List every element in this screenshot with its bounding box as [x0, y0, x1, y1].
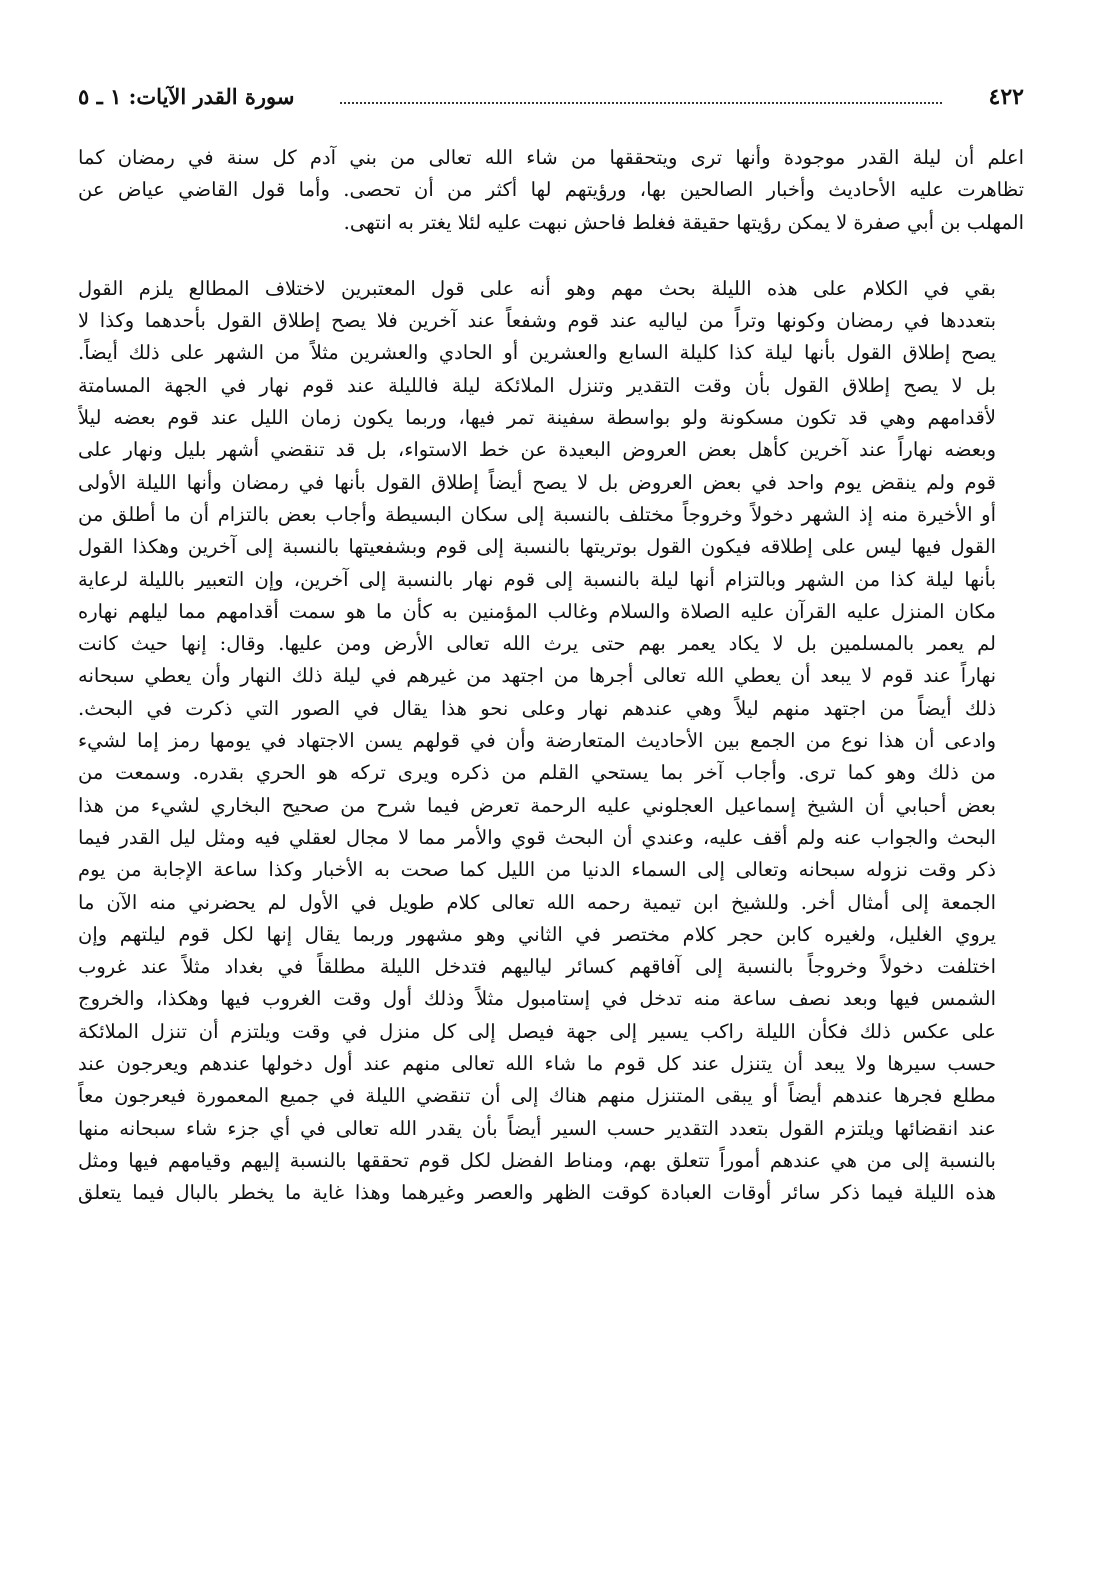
text-line: بقي في الكلام على هذه الليلة بحث مهم وهو أنه على قول المعتبرين لاختلاف المطالع يلزم القول	[78, 276, 996, 300]
text-line: اختلفت دخولاً وخروجاً بالنسبة إلى آفاقهم كسائر لياليهم فتدخل الليلة مطلقاً في بغداد مثلاً عند غروب	[78, 955, 996, 979]
text-line: على عكس ذلك فكأن الليلة راكب يسير إلى جهة فيصل إلى كل منزل في وقت ويلتزم أن تنزل الملائكة	[78, 1019, 996, 1043]
running-title: سورة القدر الآيات: ١ ـ ٥	[78, 84, 295, 109]
text-line: لم يعمر بالمسلمين بل لا يكاد يعمر بهم حتى يرث الله تعالى الأرض ومن عليها. وقال: إنها حيث كانت	[78, 632, 996, 656]
text-line: هذه الليلة فيما ذكر سائر أوقات العبادة كوقت الظهر والعصر وغيرهما وهذا غاية ما يخطر بالبال فيما يتعلق	[78, 1181, 996, 1205]
text-line: ذلك أيضاً من اجتهد منهم ليلاً وهي عندهم نهار وعلى نحو هذا يقال في الصور التي ذكرت في البحث.	[78, 696, 996, 720]
paragraph-1	[78, 142, 1024, 239]
text-line: حسب سيرها ولا يبعد أن يتنزل عند كل قوم ما شاء الله تعالى منهم عند أول دخولها عندهم ويعرجون عند	[78, 1052, 996, 1076]
text-line: أو الأخيرة منه إذ الشهر دخولاً وخروجاً مختلف بالنسبة إلى سكان البسيطة وأجاب بعض بالتزام أن ما أطلق من	[78, 502, 996, 526]
page-header	[78, 80, 1024, 120]
text-line: عند انقضائها ويلتزم القول بتعدد التقدير حسب السير أيضاً بأن يقدر الله تعالى في أي جزء شاء سبحانه منها	[78, 1116, 996, 1140]
text-line: بتعددها في رمضان وكونها وتراً من لياليه عند قوم وشفعاً عند آخرين فلا يصح إطلاق القول بأحدهما وكذا لا	[78, 309, 996, 333]
text-line: الجمعة إلى أمثال أخر. وللشيخ ابن تيمية رحمه الله تعالى كلام طويل في الأول لم يحضرني منه الآن ما	[78, 890, 996, 914]
text-line: بالنسبة إلى من هي عندهم أموراً تتعلق بهم، ومناط الفضل لكل قوم تحققها بالنسبة إليهم وقيامهم فيها ومثل	[78, 1148, 996, 1172]
text-line: نهاراً عند قوم لا يبعد أن يعطي الله تعالى أجرها من اجتهد من غيرهم في ليلة ذلك النهار وأن يعطي سبحانه	[78, 664, 996, 688]
text-line: بأنها ليلة كذا من الشهر وبالتزام أنها ليلة بالنسبة إلى قوم نهار بالنسبة إلى آخرين، وإن التعبير بالليلة لرعاية	[78, 567, 996, 591]
text-line: مكان المنزل عليه القرآن عليه الصلاة والسلام وغالب المؤمنين به كأن ما هو سمت أقدامهم مما ليلهم نهاره	[78, 599, 996, 623]
text-line: من ذلك وهو كما ترى. وأجاب آخر بما يستحي القلم من ذكره ويرى تركه هو الحري بقدره. وسمعت من	[78, 761, 996, 785]
document-page	[78, 80, 1024, 1210]
page-number: ٤٢٢	[988, 84, 1024, 110]
text-line: تظاهرت عليه الأحاديث وأخبار الصالحين بها، ورؤيتهم لها أكثر من أن تحصى. وأما قول القاضي عياض عن	[78, 178, 1024, 202]
text-line: يروي الغليل، ولغيره كابن حجر كلام مختصر في الثاني وهو مشهور وربما يقال إنها لكل قوم ليلتهم وإن	[78, 922, 996, 946]
text-line: لأقدامهم وهي قد تكون مسكونة ولو بواسطة سفينة تمر فيها، وربما يكون زمان الليل عند قوم بعضه ليلاً	[78, 406, 996, 430]
text-line: المهلب بن أبي صفرة لا يمكن رؤيتها حقيقة فغلط فاحش نبهت عليه لئلا يغتر به انتهى.	[343, 210, 1024, 234]
text-line: الشمس فيها وبعد نصف ساعة منه تدخل في إستامبول مثلاً وذلك أول وقت الغروب فيها وهكذا، والخروج	[78, 987, 996, 1011]
text-line: قوم ولم ينقض يوم واحد في بعض العروض بل لا يصح أيضاً إطلاق القول بأنها في رمضان وأنها الليلة الأولى	[78, 470, 996, 494]
leader-dots	[340, 102, 942, 104]
text-line: وبعضه نهاراً عند آخرين كأهل بعض العروض البعيدة عن خط الاستواء، بل قد تنقضي أشهر بليل ونهار على	[78, 438, 996, 462]
text-line: القول فيها ليس على إطلاقه فيكون القول بوتريتها بالنسبة إلى قوم وبشفعيتها بالنسبة إلى آخرين وهكذا القول	[78, 535, 996, 559]
text-line: مطلع فجرها عندهم أيضاً أو يبقى المتنزل منهم هناك إلى أن تنقضي الليلة في جميع المعمورة فيعرجون معاً	[78, 1084, 996, 1108]
text-line: بعض أحبابي أن الشيخ إسماعيل العجلوني عليه الرحمة تعرض فيما شرح من صحيح البخاري لشيء من هذا	[78, 793, 996, 817]
text-line: يصح إطلاق القول بأنها ليلة كذا كليلة السابع والعشرين أو الحادي والعشرين مثلاً من الشهر على ذلك أيضاً.	[78, 341, 996, 365]
paragraph-2	[78, 273, 1024, 1210]
text-line: وادعى أن هذا نوع من الجمع بين الأحاديث المتعارضة وأن في قولهم يسن الاجتهاد في يومها رمز إما لشيء	[78, 729, 996, 753]
text-line: بل لا يصح إطلاق القول بأن وقت التقدير وتنزل الملائكة ليلة فالليلة عند قوم نهار في الجهة المسامتة	[78, 373, 996, 397]
text-line: اعلم أن ليلة القدر موجودة وأنها ترى ويتحققها من شاء الله تعالى من بني آدم كل سنة في رمضان كما	[78, 146, 1024, 169]
text-line: البحث والجواب عنه ولم أقف عليه، وعندي أن البحث قوي والأمر مما لا مجال لعقلي فيه ومثل ليل القدر فيما	[78, 825, 996, 849]
text-line: ذكر وقت نزوله سبحانه وتعالى إلى السماء الدنيا من الليل كما صحت به الأخبار وكذا ساعة الإجابة من يوم	[78, 858, 996, 882]
